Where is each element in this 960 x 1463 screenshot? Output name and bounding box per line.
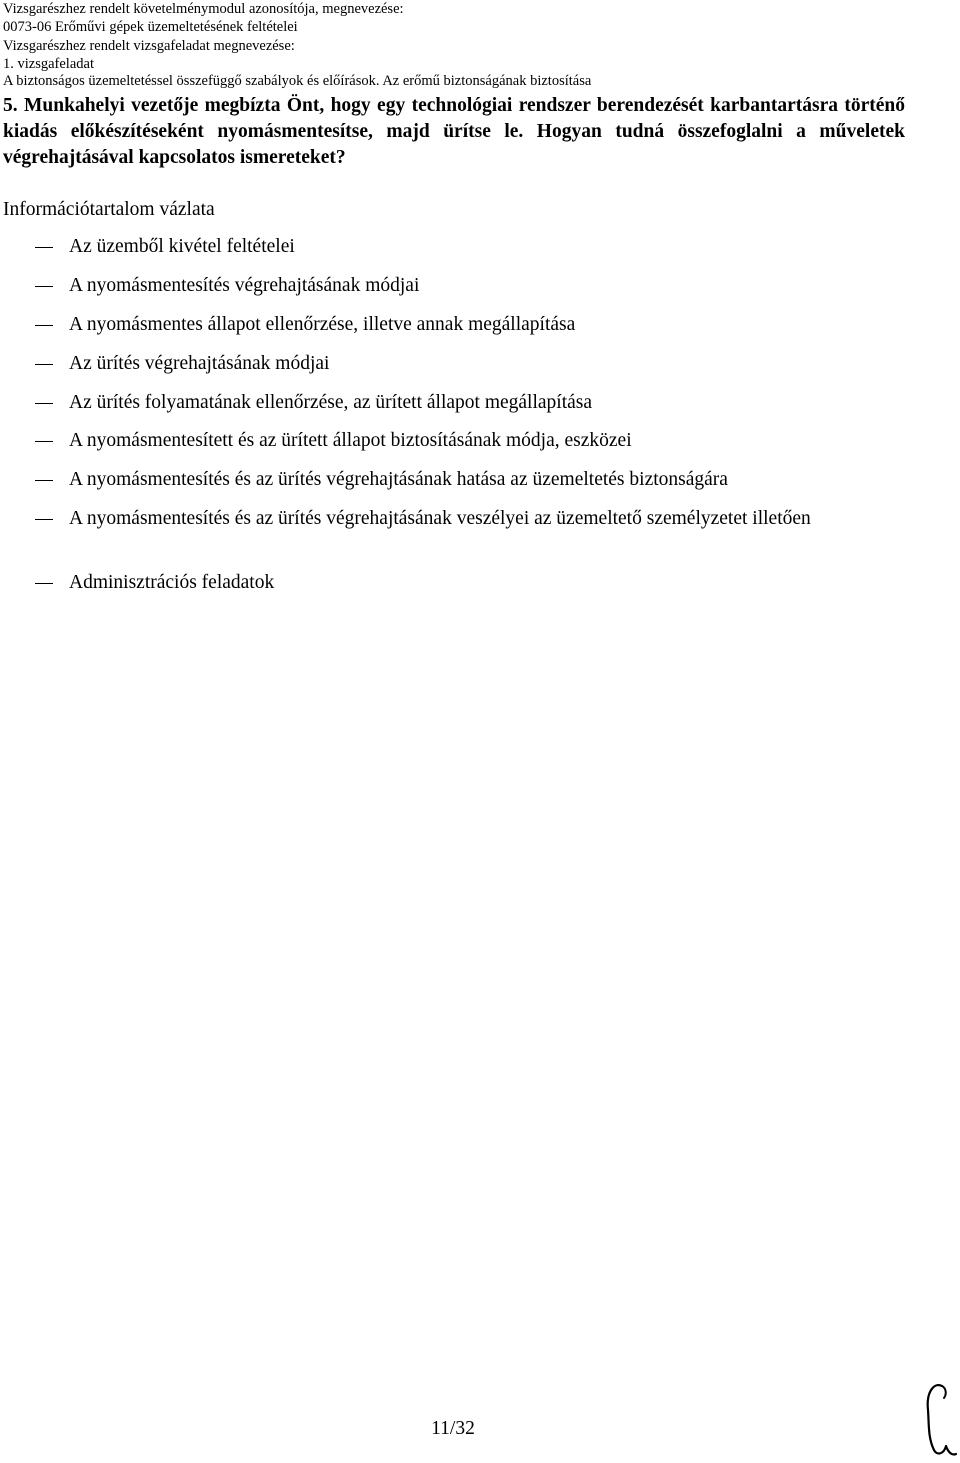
list-item xyxy=(35,273,905,299)
header-task-number: 1. vizsgafeladat xyxy=(3,56,94,72)
dash-bullet-icon xyxy=(35,519,53,520)
list-item-text: Az ürítés folyamatának ellenőrzése, az ürített állapot megállapítása xyxy=(69,392,593,413)
list-item-text: A nyomásmentesített és az ürített állapot biztosításának módja, eszközei xyxy=(69,430,632,451)
question-text: 5. Munkahelyi vezetője megbízta Önt, hogy egy technológiai rendszer berendezését karbantartásra történő kiadás előkészítéseként nyomásmentesítse, majd ürítse le. Hogyan tudná összefoglalni a műveletek végrehajtásával kapcsolatos ismereteket? xyxy=(3,95,905,168)
dash-bullet-icon xyxy=(35,583,53,584)
dash-bullet-icon xyxy=(35,247,53,248)
list-item xyxy=(35,351,905,377)
list-item xyxy=(35,570,905,596)
list-item xyxy=(35,506,905,532)
header-task-name: A biztonságos üzemeltetéssel összefüggő szabályok és előírások. Az erőmű biztonságának biztosítása xyxy=(3,73,592,89)
dash-bullet-icon xyxy=(35,441,53,442)
page-number: 11/32 xyxy=(431,1418,475,1439)
outline-title: Információtartalom vázlata xyxy=(3,199,215,220)
list-item-text: Adminisztrációs feladatok xyxy=(69,572,275,593)
dash-bullet-icon xyxy=(35,286,53,287)
header-module-name: 0073-06 Erőművi gépek üzemeltetésének feltételei xyxy=(3,19,298,35)
handwritten-signature xyxy=(920,1380,960,1460)
list-item xyxy=(35,312,905,338)
list-item xyxy=(35,390,905,416)
header-module-label: Vizsgarészhez rendelt követelménymodul azonosítója, megnevezése: xyxy=(3,1,404,17)
dash-bullet-icon xyxy=(35,364,53,365)
dash-bullet-icon xyxy=(35,325,53,326)
list-item xyxy=(35,234,905,260)
dash-bullet-icon xyxy=(35,480,53,481)
list-item-text: Az üzemből kivétel feltételei xyxy=(69,236,295,257)
dash-bullet-icon xyxy=(35,403,53,404)
list-item xyxy=(35,428,905,454)
list-item xyxy=(35,467,905,493)
list-item-text: A nyomásmentesítés végrehajtásának módjai xyxy=(69,275,420,296)
list-item-text: A nyomásmentesítés és az ürítés végrehajtásának veszélyei az üzemeltető személyzetet illetően xyxy=(69,508,811,529)
list-item-text: A nyomásmentes állapot ellenőrzése, illetve annak megállapítása xyxy=(69,314,576,335)
header-task-label: Vizsgarészhez rendelt vizsgafeladat megnevezése: xyxy=(3,38,295,54)
list-item-text: Az ürítés végrehajtásának módjai xyxy=(69,353,330,374)
list-item-text: A nyomásmentesítés és az ürítés végrehajtásának hatása az üzemeltetés biztonságára xyxy=(69,469,728,490)
